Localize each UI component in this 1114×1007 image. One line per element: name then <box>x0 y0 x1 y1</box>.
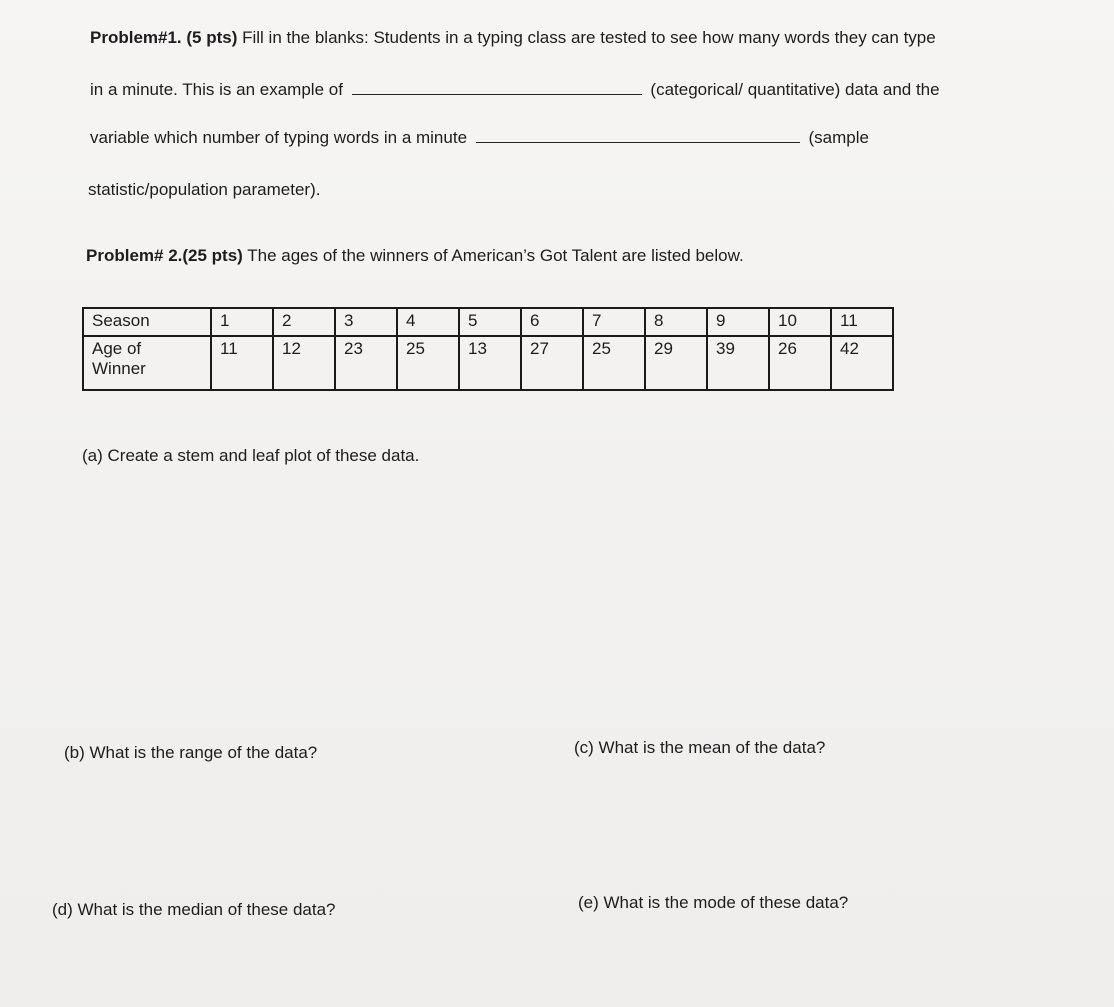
season-cell: 4 <box>397 308 459 336</box>
problem2-label: Problem# 2.(25 pts) <box>86 246 243 265</box>
season-cell: 1 <box>211 308 273 336</box>
age-header-line2: Winner <box>92 359 146 378</box>
season-cell: 7 <box>583 308 645 336</box>
age-cell: 11 <box>211 336 273 390</box>
problem1-line2 <box>90 78 940 100</box>
blank-statistic-type[interactable] <box>476 126 800 143</box>
problem2-text: The ages of the winners of American’s Got Talent are listed below. <box>247 246 744 265</box>
age-cell: 39 <box>707 336 769 390</box>
question-b: (b) What is the range of the data? <box>64 743 318 762</box>
age-cell: 23 <box>335 336 397 390</box>
question-d: (d) What is the median of these data? <box>52 900 336 919</box>
season-header: Season <box>83 308 211 336</box>
age-header-line1: Age of <box>92 339 142 358</box>
problem1-text-line2a: in a minute. This is an example of <box>90 80 343 99</box>
season-cell: 6 <box>521 308 583 336</box>
winners-age-table <box>82 307 894 391</box>
problem1-text-line3b: (sample <box>808 128 869 147</box>
problem1-label: Problem#1. (5 pts) <box>90 28 238 47</box>
age-cell: 25 <box>397 336 459 390</box>
problem1-text-line4: statistic/population parameter). <box>88 180 321 199</box>
age-cell: 13 <box>459 336 521 390</box>
problem1-text-line2b: (categorical/ quantitative) data and the <box>650 80 940 99</box>
season-cell: 11 <box>831 308 893 336</box>
blank-data-type[interactable] <box>352 78 642 95</box>
season-cell: 8 <box>645 308 707 336</box>
age-header <box>83 336 211 390</box>
question-e: (e) What is the mode of these data? <box>578 893 849 912</box>
age-cell: 42 <box>831 336 893 390</box>
age-cell: 29 <box>645 336 707 390</box>
season-cell: 2 <box>273 308 335 336</box>
question-c: (c) What is the mean of the data? <box>574 738 826 757</box>
season-cell: 3 <box>335 308 397 336</box>
season-cell: 5 <box>459 308 521 336</box>
season-cell: 9 <box>707 308 769 336</box>
problem2-heading <box>86 246 744 266</box>
problem1-line4 <box>88 180 320 200</box>
age-row <box>83 336 893 390</box>
age-cell: 26 <box>769 336 831 390</box>
age-cell: 12 <box>273 336 335 390</box>
problem1-line3 <box>90 126 869 148</box>
season-row <box>83 308 893 336</box>
problem1-text-line1: Fill in the blanks: Students in a typing class are tested to see how many words they can type <box>242 28 936 47</box>
problem1-line1 <box>90 28 936 48</box>
season-cell: 10 <box>769 308 831 336</box>
problem1-text-line3a: variable which number of typing words in a minute <box>90 128 468 147</box>
question-a: (a) Create a stem and leaf plot of these data. <box>82 446 420 465</box>
age-cell: 27 <box>521 336 583 390</box>
age-cell: 25 <box>583 336 645 390</box>
